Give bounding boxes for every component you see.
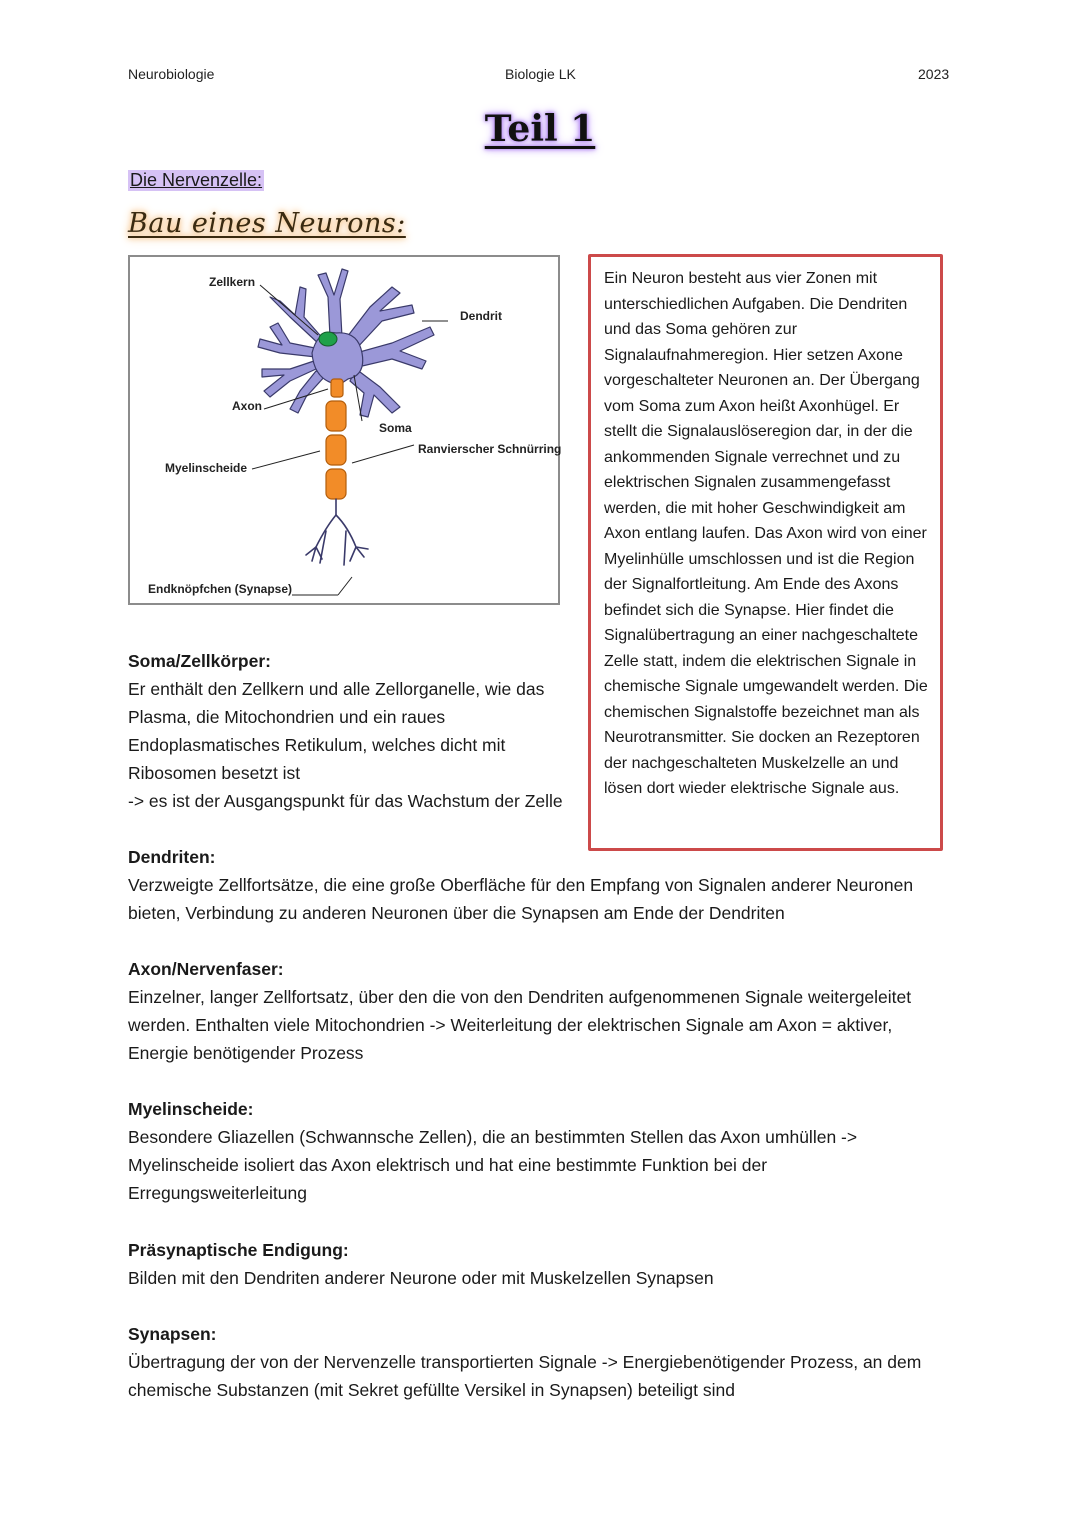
header-year: 2023	[918, 66, 950, 82]
section-myelin-heading: Myelinscheide:	[128, 1099, 254, 1119]
section-myelin	[128, 1095, 898, 1207]
nucleus-shape	[319, 332, 337, 346]
section-dendriten-heading: Dendriten:	[128, 847, 216, 867]
section-axon-heading: Axon/Nervenfaser:	[128, 959, 284, 979]
myelin-segment	[326, 401, 346, 431]
label-dendrit: Dendrit	[460, 309, 502, 323]
section-axon	[128, 955, 948, 1067]
axon-terminals	[306, 499, 368, 565]
section-axon-text: Einzelner, langer Zellfortsatz, über den die von den Dendriten aufgenommenen Signale weitergeleitet werden. Enthalten viele Mitochondrien -> Weiterleitung der elektrischen Signale am Axon = aktiver, Energie benötigender Prozess	[128, 987, 912, 1063]
section-synapsen	[128, 1320, 928, 1404]
section-dendriten	[128, 843, 953, 927]
neuron-body	[258, 269, 434, 417]
section-praesynaptisch-heading: Präsynaptische Endigung:	[128, 1240, 349, 1260]
section-soma-text: Er enthält den Zellkern und alle Zellorganelle, wie das Plasma, die Mitochondrien und ein raues Endoplasmatisches Retikulum, welches dicht mit Ribosomen besetzt ist	[128, 679, 545, 783]
header-course: Biologie LK	[505, 66, 576, 82]
header-subject: Neurobiologie	[128, 66, 215, 82]
myelin-segment	[331, 379, 343, 397]
myelin-segment	[326, 469, 346, 499]
label-axon: Axon	[232, 399, 262, 413]
page-title: Teil 1	[484, 108, 596, 150]
section-synapsen-heading: Synapsen:	[128, 1324, 217, 1344]
myelin-segment	[326, 435, 346, 465]
section-praesynaptisch-text: Bilden mit den Dendriten anderer Neurone oder mit Muskelzellen Synapsen	[128, 1268, 714, 1288]
label-ranvier: Ranvierscher Schnürring	[418, 442, 562, 456]
section-myelin-text: Besondere Gliazellen (Schwannsche Zellen), die an bestimmten Stellen das Axon umhüllen -> Myelinscheide isoliert das Axon elektrisch und hat eine bestimmte Funktion bei der Erregungsweiterleitung	[128, 1127, 858, 1203]
section-praesynaptisch	[128, 1236, 948, 1292]
myelin-segments	[326, 379, 346, 499]
section-soma-heading: Soma/Zellkörper:	[128, 651, 271, 671]
neuron-diagram	[128, 255, 560, 605]
label-endknoepfchen: Endknöpfchen (Synapse)	[148, 582, 293, 596]
section-heading-bau: Bau eines Neurons:	[128, 208, 406, 239]
label-myelin: Myelinscheide	[165, 461, 248, 475]
info-box: Ein Neuron besteht aus vier Zonen mit unterschiedlichen Aufgaben. Die Dendriten und das Soma gehören zur Signalaufnahmeregion. Hier setzen Axone vorgeschalteter Neuronen an. Der Übergang vom Soma zum Axon heißt Axonhügel. Er stellt die Signalauslöseregion dar, in der die ankommenden Signale verrechnet und zu elektrischen Signalen zusammengefasst werden, die mit hoher Geschwindigkeit am Axon entlang laufen. Das Axon wird von einer Myelinhülle umschlossen und ist die Region der Signalfortleitung. Am Ende des Axons befindet sich die Synapse. Hier findet die Signalübertragung an einer nachgeschaltete Zelle statt, indem die elektrischen Signale in chemische Signale umgewandelt werden. Die chemischen Signalstoffe bezeichnet man als Neurotransmitter. Sie docken an Rezeptoren der nachgeschalteten Muskelzelle an und lösen dort wieder elektrische Signale aus.	[588, 254, 943, 851]
section-synapsen-text: Übertragung der von der Nervenzelle transportierten Signale -> Energiebenötigender Prozess, an dem chemische Substanzen (mit Sekret gefüllte Versikel in Synapsen) beteiligt sind	[128, 1352, 922, 1400]
label-zellkern: Zellkern	[209, 275, 256, 289]
section-dendriten-text: Verzweigte Zellfortsätze, die eine große Oberfläche für den Empfang von Signalen anderer Neuronen bieten, Verbindung zu anderen Neuronen über die Synapsen am Ende der Dendriten	[128, 875, 914, 923]
section-soma-text2: -> es ist der Ausgangspunkt für das Wachstum der Zelle	[128, 791, 563, 811]
dendrite-branch	[318, 269, 348, 337]
label-soma: Soma	[379, 421, 412, 435]
section-heading-nervenzelle: Die Nervenzelle:	[130, 170, 263, 190]
section-soma	[128, 647, 583, 815]
